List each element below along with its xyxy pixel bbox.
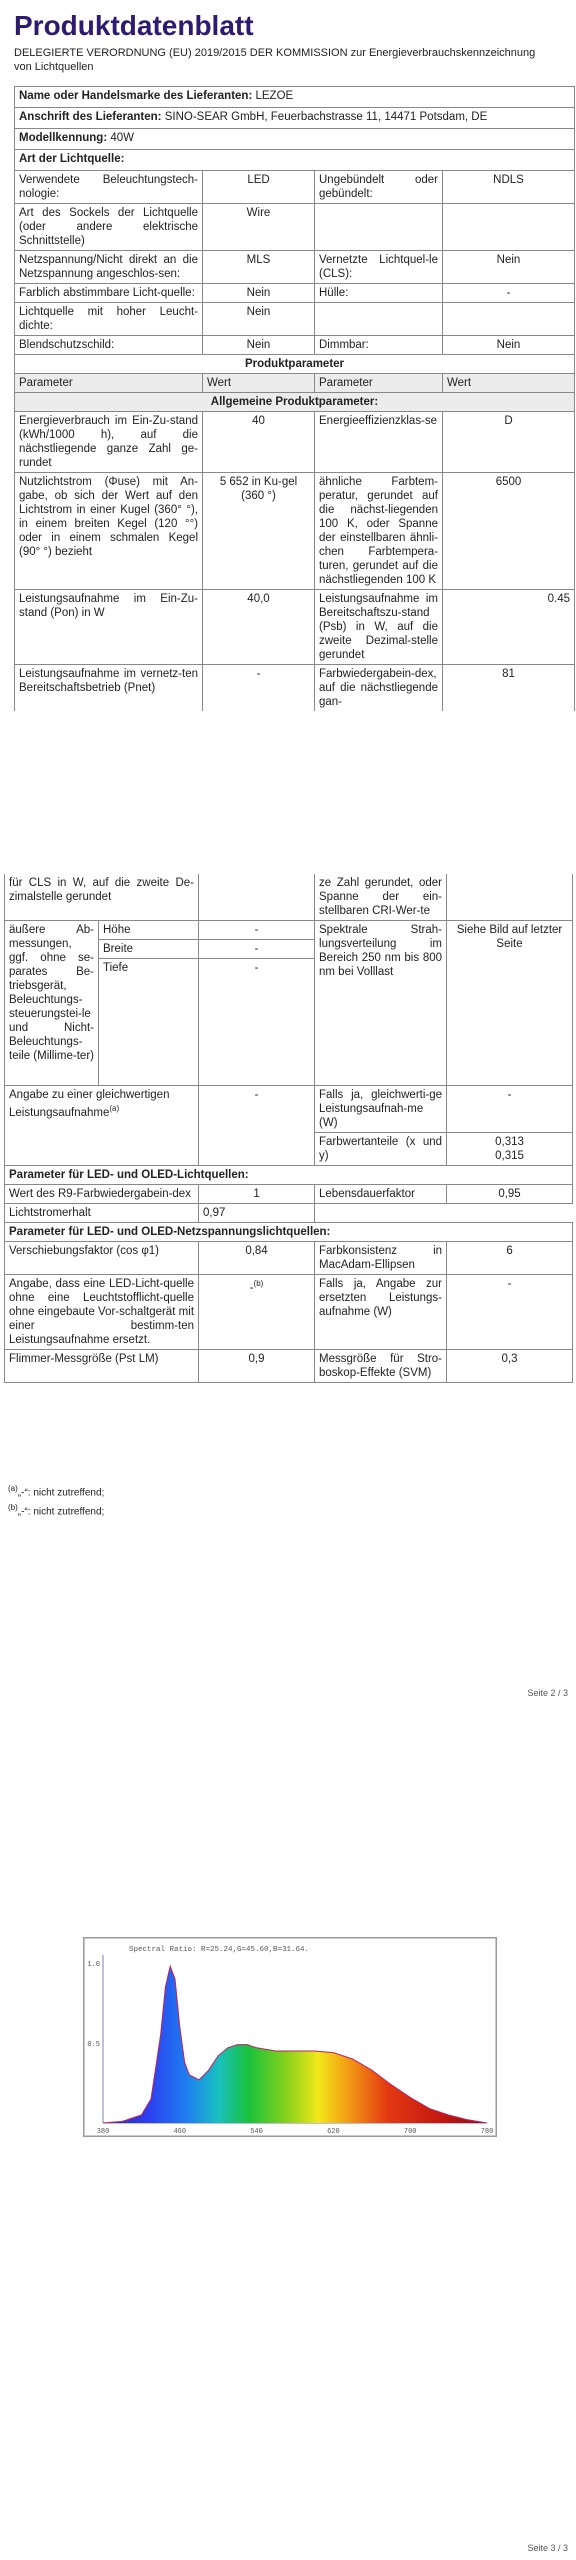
param-label: Leistungsaufnahme im Ein-Zu-stand (Pon) in W: [15, 590, 203, 665]
param-value: 40: [203, 412, 315, 473]
type-row: [15, 251, 575, 284]
param-label: Lebensdauerfaktor: [315, 1185, 447, 1204]
param-row: [15, 473, 575, 590]
type-label: Farblich abstimmbare Licht-quelle:: [15, 284, 203, 303]
param-value: 0,3: [447, 1350, 573, 1383]
mains-params-header-row: [5, 1223, 573, 1242]
type-row: [15, 204, 575, 251]
param-label: für CLS in W, auf die zweite De-zimalstelle gerundet: [5, 874, 199, 921]
type-row: [15, 171, 575, 204]
light-source-type-header: Art der Lichtquelle:: [15, 150, 575, 171]
x-tick-label: 460: [173, 2128, 187, 2136]
x-tick-label: 780: [480, 2128, 494, 2136]
column-header: Parameter: [315, 374, 443, 393]
param-value: 1: [199, 1185, 315, 1204]
param-label: Flimmer-Messgröße (Pst LM): [5, 1350, 199, 1383]
type-label: Vernetzte Lichtquel-le (CLS):: [315, 251, 443, 284]
param-label: Energieeffizienzklas-se: [315, 412, 443, 473]
param-value: 6: [447, 1242, 573, 1275]
x-tick-label: 540: [250, 2128, 263, 2136]
product-params-header: Produktparameter: [15, 355, 575, 374]
param-value: 0,84: [199, 1242, 315, 1275]
param-value: 0,9: [199, 1350, 315, 1383]
type-label: Hülle:: [315, 284, 443, 303]
led-params-header: Parameter für LED- und OLED-Lichtquellen:: [5, 1166, 573, 1185]
param-label: ze Zahl gerundet, oder Spanne der ein-stellbaren CRI-Wer-te: [315, 874, 447, 921]
spectral-label: Spektrale Strah-lungsverteilung im Bereich 250 nm bis 800 nm bei Volllast: [315, 921, 447, 1086]
supplier-name-label: Name oder Handelsmarke des Lieferanten:: [19, 90, 253, 102]
type-label: Lichtquelle mit hoher Leucht-dichte:: [15, 303, 203, 336]
param-row: [5, 1204, 573, 1223]
param-value: 6500: [443, 473, 575, 590]
type-value: -: [443, 284, 575, 303]
spectral-value: Siehe Bild auf letzter Seite: [447, 921, 573, 1086]
mains-params-header: Parameter für LED- und OLED-Netzspannungslichtquellen:: [5, 1223, 573, 1242]
supplier-address-row: [15, 108, 575, 129]
dimension-value: -: [199, 921, 315, 940]
type-label: Verwendete Beleuchtungstech-nologie:: [15, 171, 203, 204]
column-header-row: [15, 374, 575, 393]
footnote: [8, 1503, 104, 1517]
y-tick-label: 1.0: [87, 1961, 100, 1969]
param-label: Verschiebungsfaktor (cos φ1): [5, 1242, 199, 1275]
led-params-header-row: [5, 1166, 573, 1185]
type-value: NDLS: [443, 171, 575, 204]
param-label: Angabe, dass eine LED-Licht-quelle ohne eine Leuchtstofflicht-quelle ohne eingebaute Vor-schaltgerät mit einer bestimm-ten Leistungsaufnahme ersetzt.: [5, 1275, 199, 1350]
footnote-text: „-“: nicht zutreffend;: [17, 1487, 105, 1499]
type-value: Nein: [203, 303, 315, 336]
param-label: Leistungsaufnahme im Bereitschaftszu-stand (Psb) in W, auf die zweite Dezimal-stelle gerundet: [315, 590, 443, 665]
page-1: [0, 0, 576, 858]
model-row: [15, 129, 575, 150]
type-value: Nein: [203, 284, 315, 303]
footnote-ref: (a): [109, 1104, 120, 1113]
model-value: 40W: [110, 132, 135, 144]
type-value: [443, 204, 575, 251]
page-2: [0, 858, 576, 1705]
general-params-header-row: [15, 393, 575, 412]
param-value: 0.45: [443, 590, 575, 665]
equivalent-power-label: Angabe zu einer gleichwertigen Leistungsaufnahme: [9, 1089, 170, 1119]
footnote: [8, 1484, 104, 1498]
dimension-value: -: [199, 959, 315, 1086]
footnote-ref: (b): [253, 1279, 264, 1288]
param-label: Energieverbrauch im Ein-Zu-stand (kWh/1000 h), auf die nächstliegende ganze Zahl ge-rundet: [15, 412, 203, 473]
spectral-distribution-chart: [83, 1937, 497, 2137]
param-value: -: [203, 665, 315, 712]
chromaticity-label: Farbwertanteile (x und y): [315, 1133, 447, 1166]
param-value: 0,97: [199, 1204, 315, 1223]
param-label: Nutzlichtstrom (Φuse) mit An-gabe, ob sich der Wert auf den Lichtstrom in einer Kugel (360° °), in einem breiten Kegel (120 °°) oder in einem schmalen Kegel (90° °) bezieht: [15, 473, 203, 590]
model-label: Modellkennung:: [19, 132, 108, 144]
equivalent-power-detail-label: Falls ja, gleichwerti-ge Leistungsaufnah-me (W): [315, 1086, 447, 1133]
dimension-value: -: [199, 940, 315, 959]
footnote-mark: (a): [8, 1484, 18, 1493]
param-label: Messgröße für Stro-boskop-Effekte (SVM): [315, 1350, 447, 1383]
column-header: Parameter: [15, 374, 203, 393]
dimensions-label: äußere Ab-messungen, ggf. ohne se-parates Be-triebsgerät, Beleuchtungs-steuerungstei-le und Nicht-Beleuchtungs-teile (Millime-ter): [5, 921, 99, 1086]
param-row: [5, 1275, 573, 1350]
type-value: [443, 303, 575, 336]
param-row-continued: [5, 874, 573, 921]
param-row: [15, 590, 575, 665]
type-row: [15, 284, 575, 303]
equivalent-power-detail-value: -: [447, 1086, 573, 1133]
equivalent-power-value: -: [199, 1086, 315, 1166]
document-subtitle: DELEGIERTE VERORDNUNG (EU) 2019/2015 DER KOMMISSION zur Energieverbrauchskennzeichnung von Lichtquellen: [14, 47, 536, 73]
supplier-address-label: Anschrift des Lieferanten:: [19, 111, 162, 123]
chromaticity-y-value: 0,315: [495, 1150, 524, 1162]
type-label: Dimmbar:: [315, 336, 443, 355]
equivalent-power-row: [5, 1086, 573, 1133]
light-source-type-header-row: [15, 150, 575, 171]
supplier-name-row: [15, 87, 575, 108]
param-row: [5, 1185, 573, 1204]
type-label: Art des Sockels der Lichtquelle (oder andere elektrische Schnittstelle): [15, 204, 203, 251]
param-value: -: [249, 1281, 254, 1294]
type-label: Netzspannung/Nicht direkt an die Netzspannung angeschlos-sen:: [15, 251, 203, 284]
type-value: LED: [203, 171, 315, 204]
footnote-text: „-“: nicht zutreffend;: [17, 1506, 105, 1518]
type-label: Blendschutzschild:: [15, 336, 203, 355]
supplier-address-value: SINO-SEAR GmbH, Feuerbachstrasse 11, 14471 Potsdam, DE: [164, 111, 488, 123]
type-value: Wire: [203, 204, 315, 251]
param-value: D: [443, 412, 575, 473]
product-params-header-row: [15, 355, 575, 374]
param-value: 81: [443, 665, 575, 712]
type-value: MLS: [203, 251, 315, 284]
type-label: Ungebündelt oder gebündelt:: [315, 171, 443, 204]
type-value: Nein: [443, 251, 575, 284]
param-label: Farbwiedergabein-dex, auf die nächstliegende gan-: [315, 665, 443, 712]
param-value: -: [447, 1275, 573, 1350]
x-tick-label: 380: [96, 2128, 110, 2136]
type-value: Nein: [443, 336, 575, 355]
param-row: [5, 1350, 573, 1383]
param-label: Wert des R9-Farbwiedergabein-dex: [5, 1185, 199, 1204]
column-header: Wert: [443, 374, 575, 393]
chromaticity-x-value: 0,313: [495, 1136, 524, 1148]
footnote-mark: (b): [8, 1503, 18, 1512]
param-row: [15, 665, 575, 712]
param-label: ähnliche Farbtem-peratur, gerundet auf die nächst-liegenden 100 K, oder Spanne der einstellbaren ähnli-chen Farbtempera-turen, gerundet auf die nächstliegenden 100 K: [315, 473, 443, 590]
type-value: Nein: [203, 336, 315, 355]
supplier-name-value: LEZOE: [255, 90, 294, 102]
document-title: Produktdatenblatt: [14, 10, 254, 41]
dimension-label: Höhe: [99, 921, 199, 940]
page-number: Seite 3 / 3: [527, 2543, 568, 2553]
type-label: [315, 204, 443, 251]
param-value: 5 652 in Ku-gel (360 °): [203, 473, 315, 590]
x-tick-label: 620: [327, 2128, 340, 2136]
product-datasheet-table: [14, 86, 575, 711]
type-row: [15, 336, 575, 355]
param-row: [15, 412, 575, 473]
param-label: Leistungsaufnahme im vernetz-ten Bereitschaftsbetrieb (Pnet): [15, 665, 203, 712]
param-value: 40,0: [203, 590, 315, 665]
page-3: [0, 1705, 576, 2560]
dimensions-row: [5, 921, 573, 940]
column-header: Wert: [203, 374, 315, 393]
type-row: [15, 303, 575, 336]
dimension-label: Tiefe: [99, 959, 199, 1086]
chart-title: Spectral Ratio: R=25.24,G=45.60,B=31.64.: [129, 1946, 310, 1954]
type-label: [315, 303, 443, 336]
param-value: 0,95: [447, 1185, 573, 1204]
product-datasheet-table-continued: [4, 874, 573, 1383]
general-params-header: Allgemeine Produktparameter:: [15, 393, 575, 412]
param-row: [5, 1242, 573, 1275]
param-label: Farbkonsistenz in MacAdam-Ellipsen: [315, 1242, 447, 1275]
x-tick-label: 700: [403, 2128, 417, 2136]
y-tick-label: 0.5: [87, 2041, 100, 2049]
param-label: Falls ja, Angabe zur ersetzten Leistungs-aufnahme (W): [315, 1275, 447, 1350]
dimension-label: Breite: [99, 940, 199, 959]
param-label: Lichtstromerhalt: [5, 1204, 199, 1223]
page-number: Seite 2 / 3: [527, 1688, 568, 1698]
